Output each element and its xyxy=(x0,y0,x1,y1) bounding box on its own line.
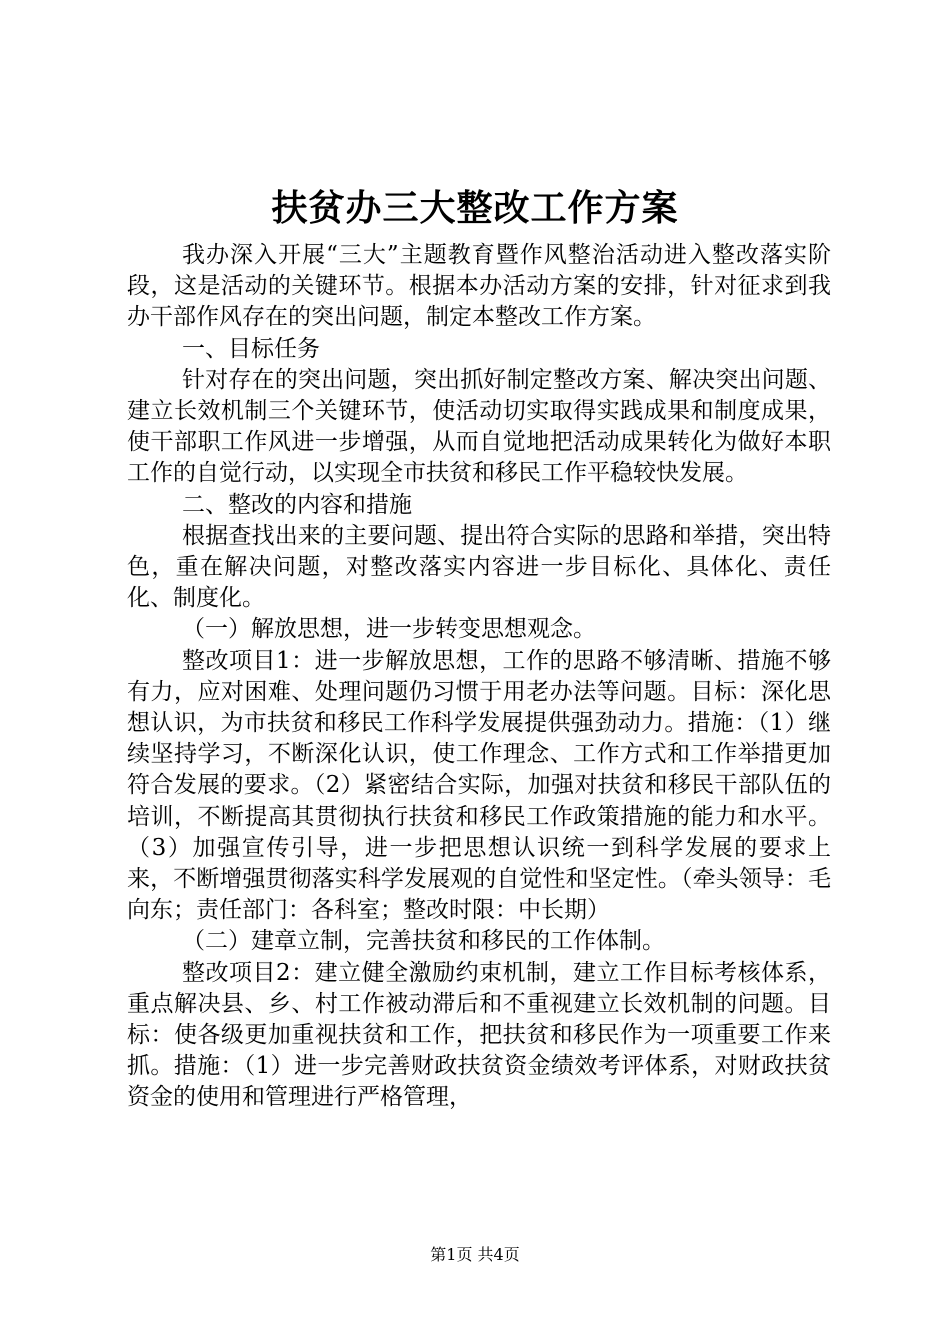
page-footer: 第1页 共4页 xyxy=(430,1245,520,1264)
subheading-1: （一）解放思想，进一步转变思想观念。 xyxy=(182,616,596,643)
document-title: 扶贫办三大整改工作方案 xyxy=(271,187,679,229)
paragraph-intro: 我办深入开展“三大”主题教育暨作风整治活动进入整改落实阶段，这是活动的关键环节。根据本办活动方案的安排，针对征求到我办干部作风存在的突出问题，制定本整改工作方案。 xyxy=(127,242,831,331)
heading-measures: 二、整改的内容和措施 xyxy=(182,491,412,518)
subheading-2: （二）建章立制，完善扶贫和移民的工作体制。 xyxy=(182,928,665,955)
paragraph-objectives: 针对存在的突出问题，突出抓好制定整改方案、解决突出问题、建立长效机制三个关键环节，使活动切实取得实践成果和制度成果，使干部职工作风进一步增强，从而自觉地把活动成果转化为做好本职工作的自觉行动，以实现全市扶贫和移民工作平稳较快发展。 xyxy=(127,366,831,487)
document-body xyxy=(127,240,831,1114)
paragraph-measures: 根据查找出来的主要问题、提出符合实际的思路和举措，突出特色，重在解决问题，对整改落实内容进一步目标化、具体化、责任化、制度化。 xyxy=(127,522,831,612)
paragraph-item-1: 整改项目1：进一步解放思想，工作的思路不够清晰、措施不够有力，应对困难、处理问题仍习惯于用老办法等问题。目标：深化思想认识，为市扶贫和移民工作科学发展提供强劲动力。措施：（1）继续坚持学习，不断深化认识，使工作理念、工作方式和工作举措更加符合发展的要求。（2）紧密结合实际，加强对扶贫和移民干部队伍的培训，不断提高其贯彻执行扶贫和移民工作政策措施的能力和水平。（3）加强宣传引导，进一步把思想认识统一到科学发展的要求上来，不断增强贯彻落实科学发展观的自觉性和坚定性。（牵头领导：毛向东；责任部门：各科室；整改时限：中长期） xyxy=(127,647,831,924)
heading-objectives: 一、目标任务 xyxy=(182,335,320,362)
paragraph-item-2: 整改项目2：建立健全激励约束机制，建立工作目标考核体系，重点解决县、乡、村工作被动滞后和不重视建立长效机制的问题。目标：使各级更加重视扶贫和工作，把扶贫和移民作为一项重要工作来抓。措施：（1）进一步完善财政扶贫资金绩效考评体系，对财政扶贫资金的使用和管理进行严格管理， xyxy=(127,959,831,1111)
